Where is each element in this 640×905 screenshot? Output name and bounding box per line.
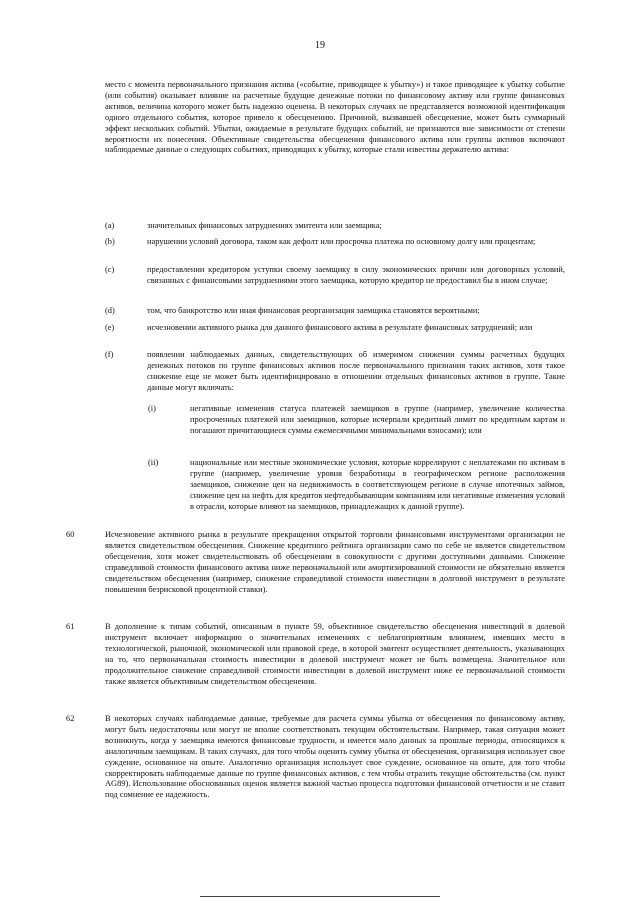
list-item-text: том, что банкротство или иная финансовая реорганизация заемщика становятся вероятными;: [147, 306, 480, 315]
list-item: [105, 237, 565, 248]
list-item-label: (c): [105, 265, 115, 274]
list-item-text: предоставлении кредитором уступки своему заемщику в силу экономических причин или договорных условий, связанных с финансовыми затруднениями этого заемщика, которую кредитор не предоставил бы в ином случае;: [147, 265, 565, 285]
list-item: [105, 306, 565, 317]
scan-edge-line: [200, 896, 440, 897]
list-item-text: значительных финансовых затруднениях эмитента или заемщика;: [147, 221, 382, 230]
paragraph-text: Исчезновение активного рынка в результате прекращения открытой торговли финансовыми инструментами организации не является свидетельством обесценения. Снижение кредитного рейтинга организации само по себе не является свидетельством обесценения, хотя может свидетельствовать об обесценении в совокупности с другими доступными данными. Снижение справедливой стоимости финансового актива ниже первоначальной или амортизированной стоимости не обязательно является свидетельством обесценения (например, снижение справедливой стоимости инвестиции в долговой инструмент в результате повышения безрисковой процентной ставки).: [105, 530, 565, 594]
paragraph-number: 60: [66, 530, 75, 539]
paragraph-number: 62: [66, 714, 75, 723]
numbered-paragraph: [66, 714, 565, 801]
numbered-paragraph: [66, 622, 565, 687]
list-item-label: (a): [105, 221, 115, 230]
list-item-text: исчезновении активного рынка для данного финансового актива в результате финансовых затруднений; или: [147, 323, 533, 332]
list-item-label: (d): [105, 306, 115, 315]
intro-paragraph: место с момента первоначального признания актива («событие, приводящее к убытку») и такое приводящее к убытку событие (или события) оказывает влияние на расчетные будущие денежные потоки по финансовому активу или группе финансовых активов, величина которого может быть надежно оценена. В некоторых случаях не представляется возможной идентификация одного отдельного события, которое привело к обесценению. Причиной, вызвавшей обесценение, может быть суммарный эффект нескольких событий. Убытки, ожидаемые в результате будущих событий, не признаются вне зависимости от степени вероятности их понесения. Объективные свидетельства обесценения финансового актива или группы активов включают наблюдаемые данные о следующих событиях, приводящих к убытку, которые стали известны держателю актива:: [105, 80, 565, 155]
paragraph-number: 61: [66, 622, 75, 631]
page-number: 19: [315, 40, 325, 51]
list-item: [105, 323, 565, 334]
numbered-paragraph: [66, 530, 565, 595]
sub-list-item-text: национальные или местные экономические условия, которые коррелируют с неплатежами по активам в группе (например, увеличение уровня безработицы в географическом регионе расположения заемщиков, снижение цен на недвижимость в соответствующем регионе в случае ипотечных займов, снижение цен на нефть для кредитов нефтедобывающим компаниям или негативные изменения условий в отрасли, которые влияют на заемщиков, принадлежащих к данной группе).: [190, 458, 565, 511]
list-item-text: появлении наблюдаемых данных, свидетельствующих об измеримом снижении суммы расчетных будущих денежных потоков по группе финансовых активов после первоначального признания таких активов, хотя такое снижение еще не может быть идентифицировано в отношении отдельных финансовых активов в группе. Такие данные могут включать:: [147, 350, 565, 392]
sub-list-item-label: (ii): [148, 458, 159, 467]
list-item-label: (f): [105, 350, 114, 359]
paragraph-text: В некоторых случаях наблюдаемые данные, требуемые для расчета суммы убытка от обесценения по финансовому активу, могут быть недостаточны или могут не вполне соответствовать текущим обстоятельствам. Например, такая ситуация может возникнуть, когда у заемщика имеются финансовые трудности, и имеется мало данных за прошлые периоды, относящихся к аналогичным заемщикам. В таких случаях, для того чтобы оценить сумму убытка от обесценения, организация использует свое суждение, основанное на опыте. Аналогично организация использует свое суждение, основанное на опыте, для того чтобы скорректировать наблюдаемые данные по группе финансовых активов, с тем чтобы отразить текущие обстоятельства (см. пункт AG89). Использование обоснованных оценок является важной частью процесса подготовки финансовой отчетности и не ставит под сомнение ее надежность.: [105, 714, 565, 800]
list-item-text: нарушении условий договора, таком как дефолт или просрочка платежа по основному долгу или процентам;: [147, 237, 536, 246]
sub-list-item-text: негативные изменения статуса платежей заемщиков в группе (например, увеличение количества просроченных платежей или заемщиков, которые исчерпали кредитный лимит по кредитным картам и погашают причитающиеся суммы ежемесячными минимальными взносами); или: [190, 404, 565, 435]
paragraph-text: В дополнение к типам событий, описанным в пункте 59, объективное свидетельство обесценения инвестиций в долевой инструмент включает информацию о значительных изменениях с неблагоприятным влиянием, имевших место в технологической, рыночной, экономической или правовой среде, в которой эмитент осуществляет деятельность, указывающих на то, что первоначальная стоимость инвестиции в долевой инструмент может не быть возмещена. Значительное или продолжительное снижение справедливой стоимости инвестиции в долевой инструмент ниже ее первоначальной стоимости также является объективным свидетельством обесценения.: [105, 622, 565, 686]
list-item-label: (e): [105, 323, 115, 332]
sub-list-item: [148, 404, 565, 437]
list-item: [105, 265, 565, 287]
list-item: [105, 221, 565, 232]
list-item: [105, 350, 565, 394]
list-item-label: (b): [105, 237, 115, 246]
sub-list-item: [148, 458, 565, 513]
sub-list-item-label: (i): [148, 404, 156, 413]
